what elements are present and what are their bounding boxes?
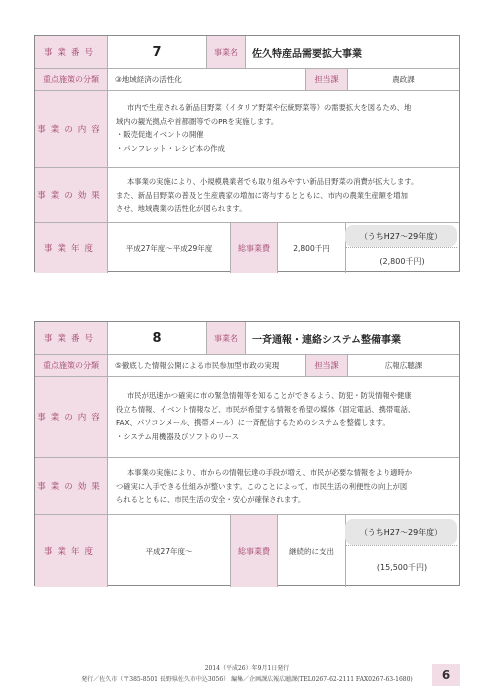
row-number (35, 36, 459, 68)
project-name: 一斉通報・連絡システム整備事業 (252, 334, 401, 346)
project-card-8 (34, 321, 460, 586)
project-card-7 (34, 35, 460, 272)
content-line: 市内で生産される新品目野菜（イタリア野菜や伝統野菜等）の需要拡大を図るため、地 (127, 103, 412, 112)
effect-line: つ確実に入手できる仕組みが整います。このことによって、市民生活の利便性の向上が図 (116, 481, 408, 491)
label-dept: 担当課 (305, 69, 348, 90)
range-value: (2,800千円) (379, 256, 425, 266)
content-line: ・システム用機器及びソフトのリース (116, 431, 239, 441)
footer-issue-date: 2014（平成26）年9月1日発行 (204, 665, 290, 672)
range-label-box (345, 225, 457, 248)
label-cost: 総事業費 (230, 223, 278, 273)
effect-line: られるとともに、市民生活の安全・安心が確保されます。 (116, 495, 306, 504)
footer-publisher: 発行／佐久市（〒385-8501 長野県佐久市中込3056） 編集／企画課広報広聴課(TEL0267-62-2111 FAX0267-63-1680) (81, 676, 413, 683)
policy-value: ③地域経済の活性化 (115, 75, 182, 84)
cost-value: 2,800千円 (293, 243, 330, 253)
row-effect (35, 457, 459, 514)
label-policy: 重点施策の分類 (35, 355, 108, 376)
page-number: 6 (432, 664, 460, 686)
dept-value: 広報広聴課 (384, 361, 423, 370)
project-number: 7 (152, 44, 162, 60)
row-policy (35, 354, 459, 376)
dept-value: 農政課 (392, 75, 415, 84)
year-value: 平成27年度〜 (145, 546, 193, 556)
label-effect: 事業の効果 (35, 168, 108, 222)
content-line: 域内の観光拠点や首都圏等でのPRを実施します。 (116, 116, 279, 126)
label-name: 事業名 (206, 322, 246, 354)
label-year: 事業年度 (35, 515, 108, 587)
effect-text (116, 175, 453, 216)
content-line: ・販売促進イベントの開催 (116, 130, 204, 139)
content-line: 役立ち情報、イベント情報など、市民が希望する情報を希望の媒体（固定電話、携帯電話、 (116, 404, 416, 414)
content-line: FAX、パソコンメール、携帯メール）に一斉配信するためのシステムを整備します。 (116, 418, 390, 427)
effect-line: また、新品目野菜の普及と生産農家の増加に寄与するとともに、市内の農業生産額を増加 (116, 190, 408, 200)
policy-value: ⑤徹底した情報公開による市民参加型市政の実現 (115, 361, 280, 370)
row-content (35, 90, 459, 167)
label-content: 事業の内容 (35, 91, 108, 167)
content-line: 市民が迅速かつ確実に市の緊急情報等を知ることができるよう、防犯・防災情報や健康 (127, 391, 412, 400)
label-year: 事業年度 (35, 223, 108, 273)
content-text (116, 101, 453, 155)
range-value: (15,500千円) (376, 562, 428, 572)
content-line: ・パンフレット・レシピ本の作成 (116, 143, 225, 153)
row-number (35, 322, 459, 354)
row-year (35, 514, 459, 587)
year-value: 平成27年度〜平成29年度 (125, 243, 213, 253)
label-name: 事業名 (206, 36, 246, 68)
content-text (116, 389, 453, 443)
label-number: 事業番号 (35, 322, 108, 354)
range-label: （うちH27〜29年度） (345, 225, 457, 247)
label-cost: 総事業費 (230, 515, 278, 587)
project-name: 佐久特産品需要拡大事業 (252, 48, 362, 60)
cost-value: 継続的に支出 (289, 546, 334, 556)
row-year (35, 222, 459, 273)
effect-text (116, 466, 453, 507)
range-label: （うちH27〜29年度） (345, 519, 457, 545)
label-policy: 重点施策の分類 (35, 69, 108, 90)
label-dept: 担当課 (305, 355, 348, 376)
effect-line: させ、地域農業の活性化が図られます。 (116, 204, 247, 213)
label-number: 事業番号 (35, 36, 108, 68)
effect-line: 本事業の実施により、小規模農業者でも取り組みやすい新品目野菜の消費が拡大します。 (127, 177, 419, 186)
row-effect (35, 167, 459, 222)
range-label-box (345, 519, 457, 546)
effect-line: 本事業の実施により、市からの情報伝達の手段が増え、市民が必要な情報をより適時か (127, 468, 413, 477)
label-content: 事業の内容 (35, 377, 108, 457)
row-policy (35, 68, 459, 90)
project-number: 8 (152, 330, 162, 346)
row-content (35, 376, 459, 457)
label-effect: 事業の効果 (35, 458, 108, 514)
